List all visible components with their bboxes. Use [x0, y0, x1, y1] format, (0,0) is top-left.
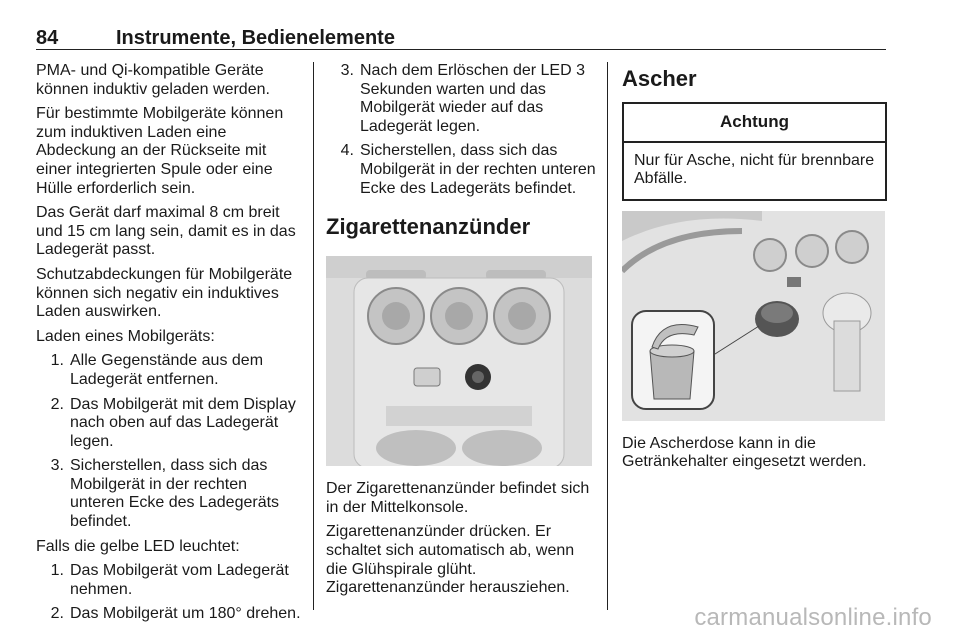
ashtray-illustration — [622, 211, 885, 421]
list-text: Sicherstellen, dass sich das Mobilgerät in der rechten unteren Ecke des Ladegeräts befindet. — [360, 142, 596, 197]
paragraph: Falls die gelbe LED leuchtet: — [36, 537, 240, 555]
list-item — [46, 352, 302, 389]
list-text: Sicherstellen, dass sich das Mobilgerät in der rechten unteren Ecke des Ladegeräts befindet. — [70, 457, 280, 531]
cigarette-lighter-photo — [326, 256, 592, 466]
warning-text: Nur für Asche, nicht für brennbare Abfälle. — [634, 151, 875, 188]
section-heading-ashtray: Ascher — [622, 66, 697, 91]
list-number: 2. — [50, 395, 64, 413]
list-item — [46, 605, 302, 624]
column-middle — [326, 62, 596, 604]
list-number: 4. — [340, 142, 354, 160]
list-text: Alle Gegenstände aus dem Ladegerät entfernen. — [70, 352, 264, 388]
column-divider — [313, 62, 314, 610]
column-right — [622, 62, 887, 478]
list-text: Das Mobilgerät vom Ladegerät nehmen. — [70, 562, 289, 598]
charging-steps-list — [36, 352, 302, 531]
list-number: 1. — [50, 352, 64, 370]
warning-box — [622, 102, 887, 201]
warning-title: Achtung — [624, 104, 885, 143]
paragraph: Die Ascherdose kann in die Getränkehalter eingesetzt werden. — [622, 434, 867, 471]
column-divider — [607, 62, 608, 610]
page-header — [36, 24, 886, 50]
paragraph: Zigarettenanzünder drücken. Er schaltet sich automatisch ab, wenn die Glühspirale glüht. Zigarettenanzünder herausziehen. — [326, 523, 575, 597]
paragraph: PMA- und Qi-kompatible Geräte können induktiv geladen werden. — [36, 62, 270, 98]
list-text: Nach dem Erlöschen der LED 3 Sekunden warten und das Mobilgerät wieder auf das Ladegerät legen. — [360, 62, 585, 135]
section-heading-cigarette-lighter: Zigarettenanzünder — [326, 214, 531, 240]
watermark: carmanualsonline.info — [694, 604, 932, 631]
list-number: 1. — [50, 562, 64, 580]
list-item — [46, 396, 302, 452]
list-number: 2. — [50, 605, 64, 623]
paragraph: Für bestimmte Mobilgeräte können zum induktiven Laden eine Abdeckung an der Rückseite mit einer integrierten Spule oder eine Hülle erforderlich sein. — [36, 105, 284, 197]
page-title: Instrumente, Bedienelemente — [116, 27, 395, 49]
ashtray-photo — [622, 211, 885, 421]
column-left — [36, 62, 302, 630]
cigarette-lighter-illustration — [326, 256, 592, 466]
list-item — [336, 142, 596, 198]
list-item — [46, 457, 302, 531]
led-steps-list — [36, 562, 302, 624]
list-number: 3. — [50, 457, 64, 475]
list-text: Das Mobilgerät um 180° drehen. — [70, 605, 301, 623]
paragraph: Laden eines Mobilgeräts: — [36, 327, 215, 345]
list-text: Das Mobilgerät mit dem Display nach oben auf das Ladegerät legen. — [70, 395, 296, 450]
list-item — [46, 562, 302, 599]
paragraph: Das Gerät darf maximal 8 cm breit und 15 cm lang sein, damit es in das Ladegerät passt. — [36, 204, 296, 259]
led-steps-list-continued — [326, 62, 596, 198]
paragraph: Der Zigarettenanzünder befindet sich in der Mittelkonsole. — [326, 480, 590, 516]
list-number: 3. — [340, 62, 354, 79]
paragraph: Schutzabdeckungen für Mobilgeräte können sich negativ ein induktives Laden auswirken. — [36, 265, 293, 321]
list-item — [336, 62, 596, 136]
page-number: 84 — [36, 27, 59, 49]
